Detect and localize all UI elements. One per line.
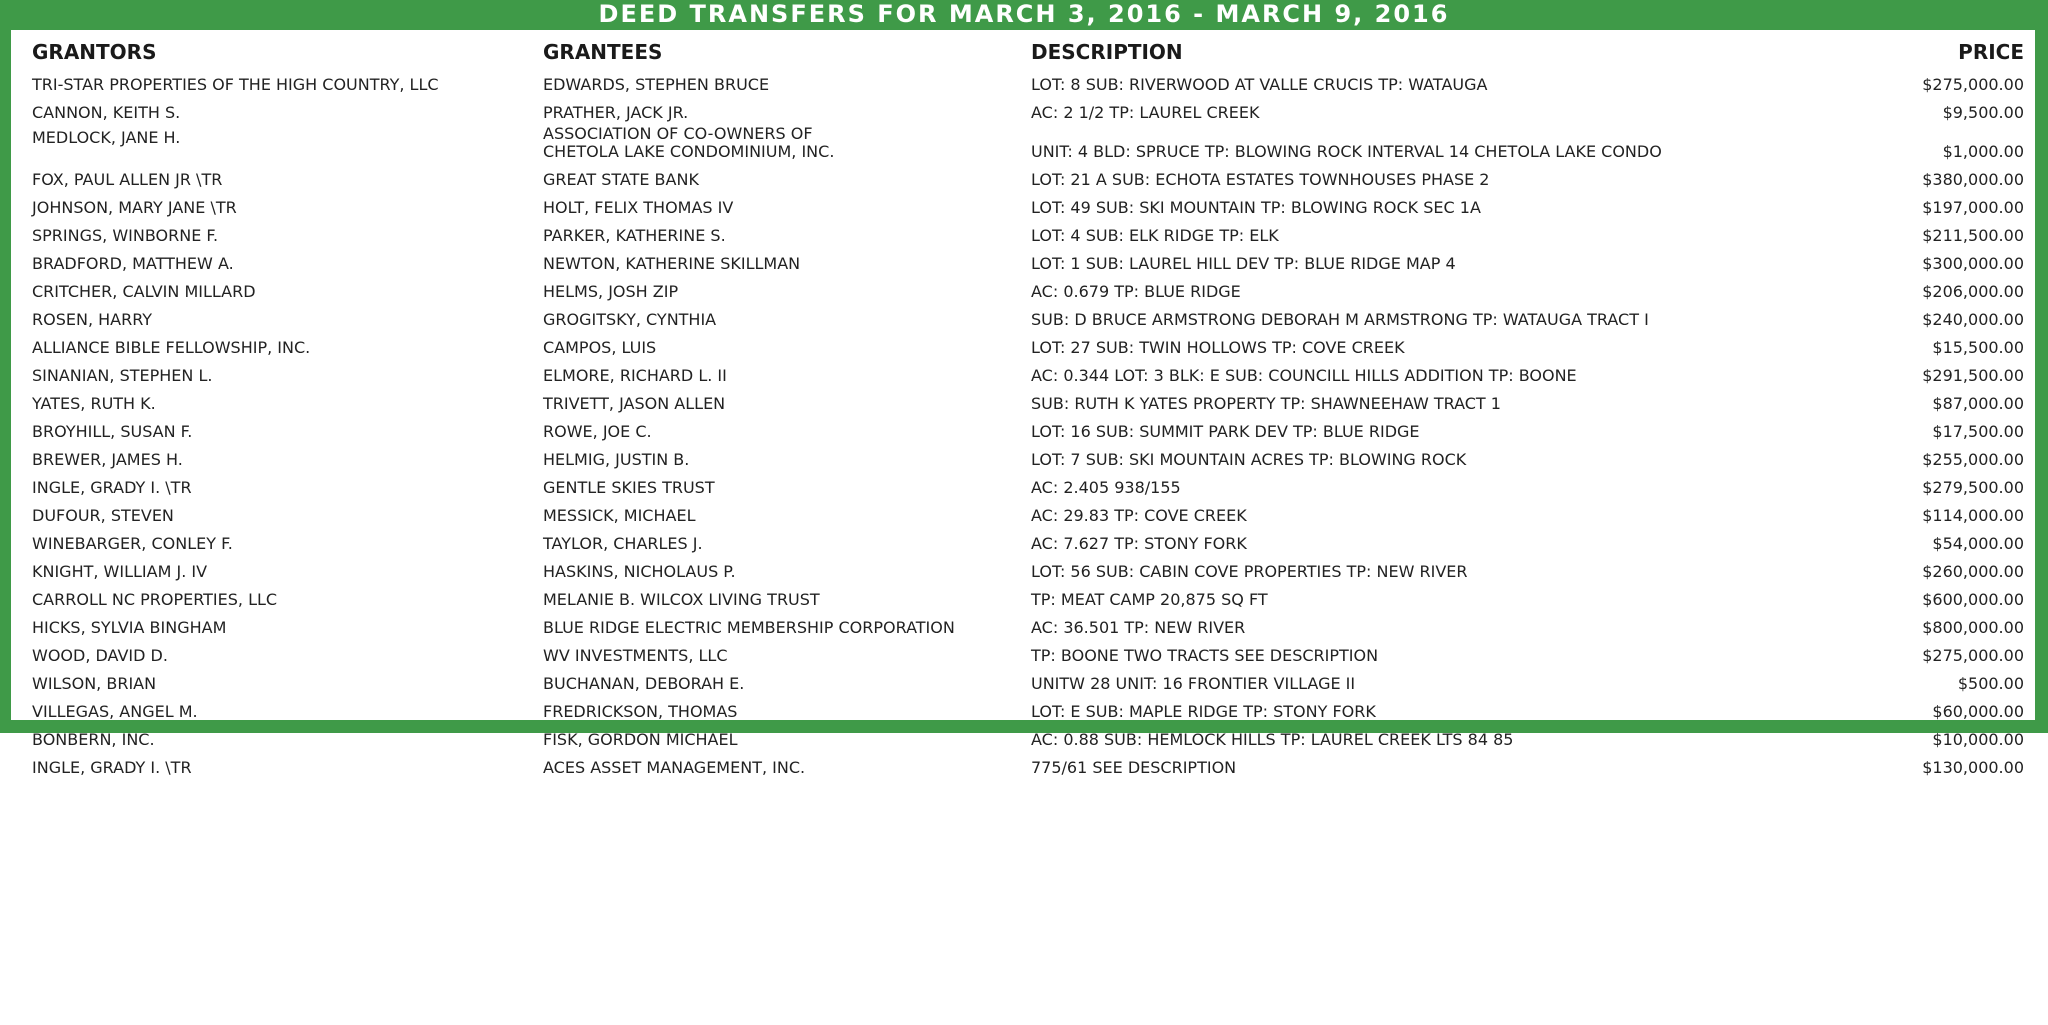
price-cell: $9,500.00 xyxy=(1942,103,2024,122)
table-header-row xyxy=(32,35,2024,69)
grantor-cell: CARROLL NC PROPERTIES, LLC xyxy=(32,590,278,609)
grantor-cell: ALLIANCE BIBLE FELLOWSHIP, INC. xyxy=(32,338,311,357)
price-cell: $291,500.00 xyxy=(1922,366,2024,385)
grantors-header: GRANTORS xyxy=(32,40,157,64)
table-row xyxy=(32,276,2024,304)
price-cell: $17,500.00 xyxy=(1932,422,2024,441)
grantor-cell: SINANIAN, STEPHEN L. xyxy=(32,366,213,385)
description-cell: LOT: 49 SUB: SKI MOUNTAIN TP: BLOWING ROCK SEC 1A xyxy=(1031,198,1481,217)
price-cell: $279,500.00 xyxy=(1922,478,2024,497)
table-row xyxy=(32,69,2024,97)
price-cell: $275,000.00 xyxy=(1922,646,2024,665)
grantor-cell: INGLE, GRADY I. \TR xyxy=(32,758,192,777)
description-cell: LOT: 1 SUB: LAUREL HILL DEV TP: BLUE RIDGE MAP 4 xyxy=(1031,254,1456,273)
description-cell: AC: 0.88 SUB: HEMLOCK HILLS TP: LAUREL CREEK LTS 84 85 xyxy=(1031,730,1514,749)
grantee-cell: PARKER, KATHERINE S. xyxy=(543,226,726,245)
grantee-cell: GREAT STATE BANK xyxy=(543,170,699,189)
grantor-cell: ROSEN, HARRY xyxy=(32,310,153,329)
grantee-cell: PRATHER, JACK JR. xyxy=(543,103,689,122)
description-cell: UNITW 28 UNIT: 16 FRONTIER VILLAGE II xyxy=(1031,674,1356,693)
table-row xyxy=(32,304,2024,332)
grantee-cell: NEWTON, KATHERINE SKILLMAN xyxy=(543,254,801,273)
grantor-cell: BROYHILL, SUSAN F. xyxy=(32,422,193,441)
price-cell: $60,000.00 xyxy=(1932,702,2024,721)
grantee-cell: ROWE, JOE C. xyxy=(543,422,652,441)
grantor-cell: CRITCHER, CALVIN MILLARD xyxy=(32,282,256,301)
description-cell: LOT: E SUB: MAPLE RIDGE TP: STONY FORK xyxy=(1031,702,1376,721)
grantee-cell: CAMPOS, LUIS xyxy=(543,338,657,357)
grantor-cell: JOHNSON, MARY JANE \TR xyxy=(32,198,237,217)
table-row xyxy=(32,416,2024,444)
description-cell: LOT: 21 A SUB: ECHOTA ESTATES TOWNHOUSES PHASE 2 xyxy=(1031,170,1490,189)
grantor-cell: BONBERN, INC. xyxy=(32,730,155,749)
description-cell: LOT: 7 SUB: SKI MOUNTAIN ACRES TP: BLOWING ROCK xyxy=(1031,450,1467,469)
description-cell: AC: 0.344 LOT: 3 BLK: E SUB: COUNCILL HILLS ADDITION TP: BOONE xyxy=(1031,366,1577,385)
table-row xyxy=(32,584,2024,612)
grantee-cell: GROGITSKY, CYNTHIA xyxy=(543,310,717,329)
table-row xyxy=(32,528,2024,556)
grantee-cell: TRIVETT, JASON ALLEN xyxy=(543,394,726,413)
price-header: PRICE xyxy=(1958,40,2024,64)
description-cell: AC: 7.627 TP: STONY FORK xyxy=(1031,534,1247,553)
description-cell: LOT: 27 SUB: TWIN HOLLOWS TP: COVE CREEK xyxy=(1031,338,1405,357)
description-cell: AC: 0.679 TP: BLUE RIDGE xyxy=(1031,282,1241,301)
price-cell: $130,000.00 xyxy=(1922,758,2024,777)
grantor-cell: HICKS, SYLVIA BINGHAM xyxy=(32,618,227,637)
grantee-cell: HELMS, JOSH ZIP xyxy=(543,282,679,301)
grantee-cell: EDWARDS, STEPHEN BRUCE xyxy=(543,75,770,94)
table-row xyxy=(32,192,2024,220)
price-cell: $600,000.00 xyxy=(1922,590,2024,609)
grantee-cell: FISK, GORDON MICHAEL xyxy=(543,730,738,749)
price-cell: $114,000.00 xyxy=(1922,506,2024,525)
grantee-cell: FREDRICKSON, THOMAS xyxy=(543,702,738,721)
grantor-cell: TRI-STAR PROPERTIES OF THE HIGH COUNTRY, LLC xyxy=(32,75,439,94)
table-row xyxy=(32,360,2024,388)
grantee-cell: ELMORE, RICHARD L. II xyxy=(543,366,727,385)
deed-transfers-table xyxy=(32,35,2024,780)
price-cell: $260,000.00 xyxy=(1922,562,2024,581)
description-header: DESCRIPTION xyxy=(1031,40,1183,64)
grantee-cell: BUCHANAN, DEBORAH E. xyxy=(543,674,745,693)
grantee-cell: ACES ASSET MANAGEMENT, INC. xyxy=(543,758,806,777)
table-row xyxy=(32,556,2024,584)
description-cell: LOT: 56 SUB: CABIN COVE PROPERTIES TP: NEW RIVER xyxy=(1031,562,1468,581)
price-cell: $211,500.00 xyxy=(1922,226,2024,245)
table-row xyxy=(32,444,2024,472)
grantees-header: GRANTEES xyxy=(543,40,663,64)
grantor-cell: WINEBARGER, CONLEY F. xyxy=(32,534,233,553)
description-cell: AC: 2 1/2 TP: LAUREL CREEK xyxy=(1031,103,1260,122)
grantee-cell: MELANIE B. WILCOX LIVING TRUST xyxy=(543,590,820,609)
table-row xyxy=(32,752,2024,780)
page-title: DEED TRANSFERS FOR MARCH 3, 2016 - MARCH 9, 2016 xyxy=(598,0,1450,28)
table-row xyxy=(32,612,2024,640)
grantor-cell: WOOD, DAVID D. xyxy=(32,646,168,665)
grantee-cell: MESSICK, MICHAEL xyxy=(543,506,696,525)
description-cell: LOT: 16 SUB: SUMMIT PARK DEV TP: BLUE RIDGE xyxy=(1031,422,1420,441)
table-row xyxy=(32,500,2024,528)
grantor-cell: YATES, RUTH K. xyxy=(32,394,156,413)
description-cell: UNIT: 4 BLD: SPRUCE TP: BLOWING ROCK INTERVAL 14 CHETOLA LAKE CONDO xyxy=(1031,142,1662,161)
table-row xyxy=(32,97,2024,125)
grantor-cell: DUFOUR, STEVEN xyxy=(32,506,174,525)
table-row xyxy=(32,696,2024,724)
grantee-cell: WV INVESTMENTS, LLC xyxy=(543,646,728,665)
price-cell: $197,000.00 xyxy=(1922,198,2024,217)
description-cell: TP: BOONE TWO TRACTS SEE DESCRIPTION xyxy=(1031,646,1379,665)
price-cell: $800,000.00 xyxy=(1922,618,2024,637)
grantor-cell: CANNON, KEITH S. xyxy=(32,103,181,122)
table-row xyxy=(32,164,2024,192)
description-cell: LOT: 8 SUB: RIVERWOOD AT VALLE CRUCIS TP: WATAUGA xyxy=(1031,75,1488,94)
grantee-cell: HELMIG, JUSTIN B. xyxy=(543,450,690,469)
grantor-cell: BREWER, JAMES H. xyxy=(32,450,183,469)
description-cell: SUB: D BRUCE ARMSTRONG DEBORAH M ARMSTRONG TP: WATAUGA TRACT I xyxy=(1031,310,1649,329)
price-cell: $54,000.00 xyxy=(1932,534,2024,553)
price-cell: $500.00 xyxy=(1957,674,2024,693)
grantor-cell: VILLEGAS, ANGEL M. xyxy=(32,702,198,721)
table-row xyxy=(32,125,2024,164)
grantee-cell: GENTLE SKIES TRUST xyxy=(543,478,715,497)
description-cell: AC: 29.83 TP: COVE CREEK xyxy=(1031,506,1247,525)
grantor-cell: BRADFORD, MATTHEW A. xyxy=(32,254,234,273)
price-cell: $255,000.00 xyxy=(1922,450,2024,469)
description-cell: SUB: RUTH K YATES PROPERTY TP: SHAWNEEHAW TRACT 1 xyxy=(1031,394,1501,413)
table-body xyxy=(32,69,2024,780)
grantor-cell: WILSON, BRIAN xyxy=(32,674,157,693)
price-cell: $87,000.00 xyxy=(1932,394,2024,413)
price-cell: $1,000.00 xyxy=(1942,142,2024,161)
grantor-cell: KNIGHT, WILLIAM J. IV xyxy=(32,562,208,581)
grantor-cell: SPRINGS, WINBORNE F. xyxy=(32,226,219,245)
table-row xyxy=(32,220,2024,248)
grantee-cell: TAYLOR, CHARLES J. xyxy=(543,534,703,553)
table-row xyxy=(32,668,2024,696)
price-cell: $275,000.00 xyxy=(1922,75,2024,94)
table-row xyxy=(32,248,2024,276)
grantee-cell: ASSOCIATION OF CO-OWNERS OF CHETOLA LAKE CONDOMINIUM, INC. xyxy=(543,124,835,161)
price-cell: $206,000.00 xyxy=(1922,282,2024,301)
price-cell: $240,000.00 xyxy=(1922,310,2024,329)
table-row xyxy=(32,388,2024,416)
table-row xyxy=(32,332,2024,360)
table-row xyxy=(32,472,2024,500)
description-cell: 775/61 SEE DESCRIPTION xyxy=(1031,758,1237,777)
deed-table-panel xyxy=(11,30,2035,777)
grantee-cell: HASKINS, NICHOLAUS P. xyxy=(543,562,736,581)
grantor-cell: FOX, PAUL ALLEN JR \TR xyxy=(32,170,223,189)
price-cell: $15,500.00 xyxy=(1932,338,2024,357)
description-cell: AC: 36.501 TP: NEW RIVER xyxy=(1031,618,1246,637)
description-cell: TP: MEAT CAMP 20,875 SQ FT xyxy=(1031,590,1268,609)
description-cell: AC: 2.405 938/155 xyxy=(1031,478,1181,497)
table-row xyxy=(32,724,2024,752)
grantor-cell: MEDLOCK, JANE H. xyxy=(32,128,181,147)
description-cell: LOT: 4 SUB: ELK RIDGE TP: ELK xyxy=(1031,226,1279,245)
grantor-cell: INGLE, GRADY I. \TR xyxy=(32,478,192,497)
table-row xyxy=(32,640,2024,668)
grantee-cell: BLUE RIDGE ELECTRIC MEMBERSHIP CORPORATION xyxy=(543,618,955,637)
grantee-cell: HOLT, FELIX THOMAS IV xyxy=(543,198,734,217)
price-cell: $10,000.00 xyxy=(1932,730,2024,749)
price-cell: $380,000.00 xyxy=(1922,170,2024,189)
price-cell: $300,000.00 xyxy=(1922,254,2024,273)
